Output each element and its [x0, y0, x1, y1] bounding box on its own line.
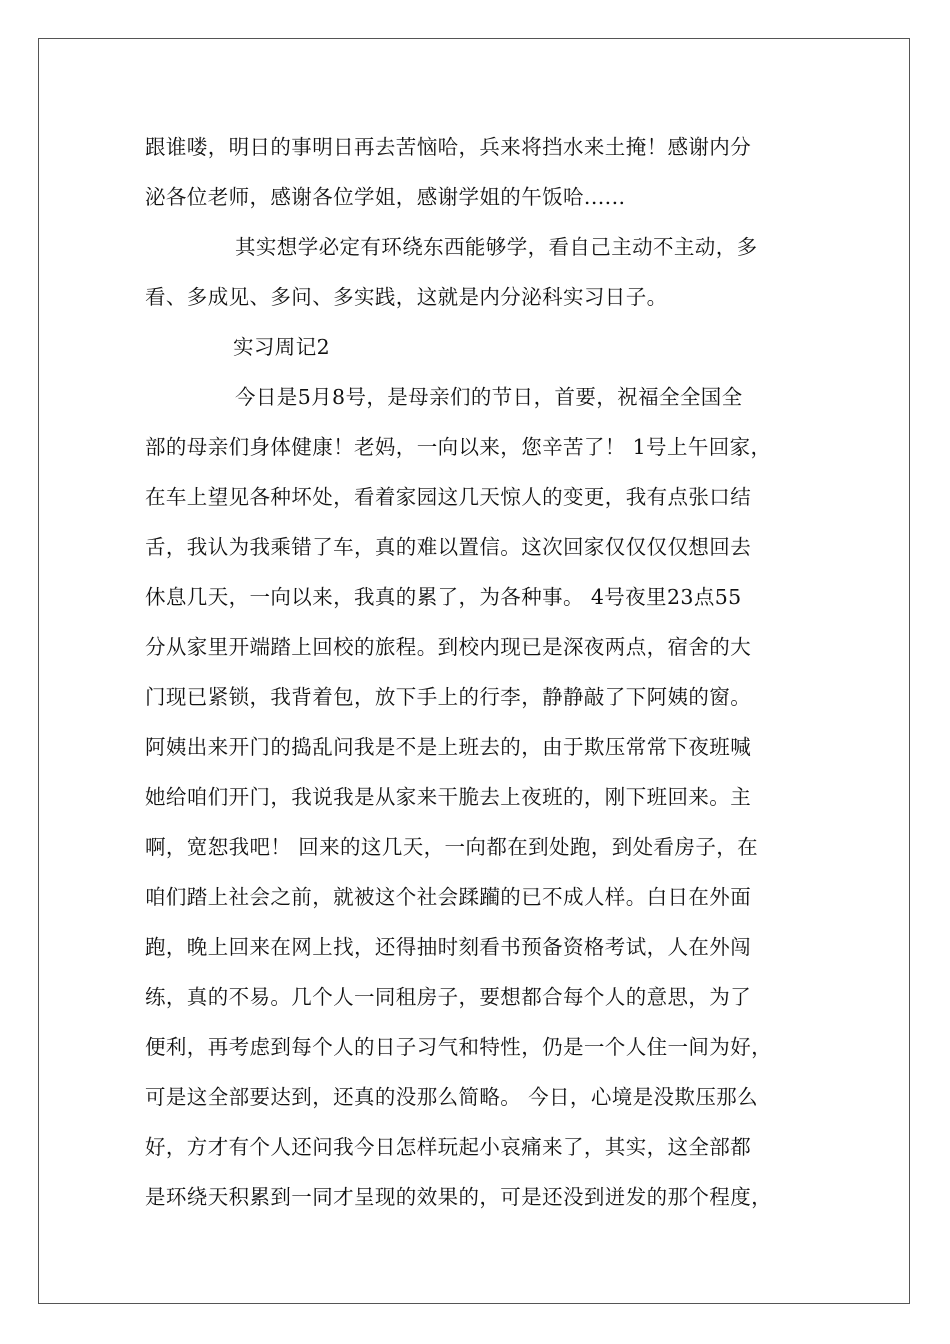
- document-body: [145, 127, 825, 1227]
- text-line: 阿姨出来开门的捣乱问我是不是上班去的，由于欺压常常下夜班喊: [145, 735, 752, 759]
- text-line: 舌，我认为我乘错了车，真的难以置信。这次回家仅仅仅仅想回去: [145, 535, 752, 559]
- section-heading: 实习周记2: [233, 335, 331, 359]
- text-line: 看、多成见、多问、多实践，这就是内分泌科实习日子。: [145, 285, 668, 309]
- text-line: 她给咱们开门，我说我是从家来干脆去上夜班的，刚下班回来。主: [145, 785, 752, 809]
- text-line: 咱们踏上社会之前，就被这个社会蹂躏的已不成人样。白日在外面: [145, 885, 752, 909]
- text-line: 部的母亲们身体健康！老妈，一向以来，您辛苦了！ 1号上午回家，: [145, 435, 772, 459]
- text-line: 分从家里开端踏上回校的旅程。到校内现已是深夜两点，宿舍的大: [145, 635, 752, 659]
- text-line: 在车上望见各种坏处，看着家园这几天惊人的变更，我有点张口结: [145, 485, 752, 509]
- text-line: 今日是5月8号，是母亲们的节日，首要，祝福全全国全: [235, 385, 743, 409]
- text-line: 跑，晚上回来在网上找，还得抽时刻看书预备资格考试，人在外闯: [145, 935, 752, 959]
- text-line: 是环绕天积累到一同才呈现的效果的，可是还没到迸发的那个程度，: [145, 1185, 772, 1209]
- text-line: 门现已紧锁，我背着包，放下手上的行李，静静敲了下阿姨的窗。: [145, 685, 752, 709]
- text-line: 其实想学必定有环绕东西能够学，看自己主动不主动，多: [235, 235, 758, 259]
- text-line: 便利，再考虑到每个人的日子习气和特性，仍是一个人住一间为好，: [145, 1035, 772, 1059]
- text-line: 可是这全部要达到，还真的没那么简略。 今日，心境是没欺压那么: [145, 1085, 759, 1109]
- text-line: 休息几天，一向以来，我真的累了，为各种事。 4号夜里23点55: [145, 585, 742, 609]
- text-line: 练，真的不易。几个人一同租房子，要想都合每个人的意思，为了: [145, 985, 752, 1009]
- text-line: 啊，宽恕我吧！ 回来的这几天，一向都在到处跑，到处看房子，在: [145, 835, 759, 859]
- text-line: 泌各位老师，感谢各位学姐，感谢学姐的午饭哈......: [145, 185, 626, 209]
- text-line: 跟谁喽，明日的事明日再去苦恼哈，兵来将挡水来土掩！感谢内分: [145, 135, 752, 159]
- text-line: 好，方才有个人还问我今日怎样玩起小哀痛来了，其实，这全部都: [145, 1135, 752, 1159]
